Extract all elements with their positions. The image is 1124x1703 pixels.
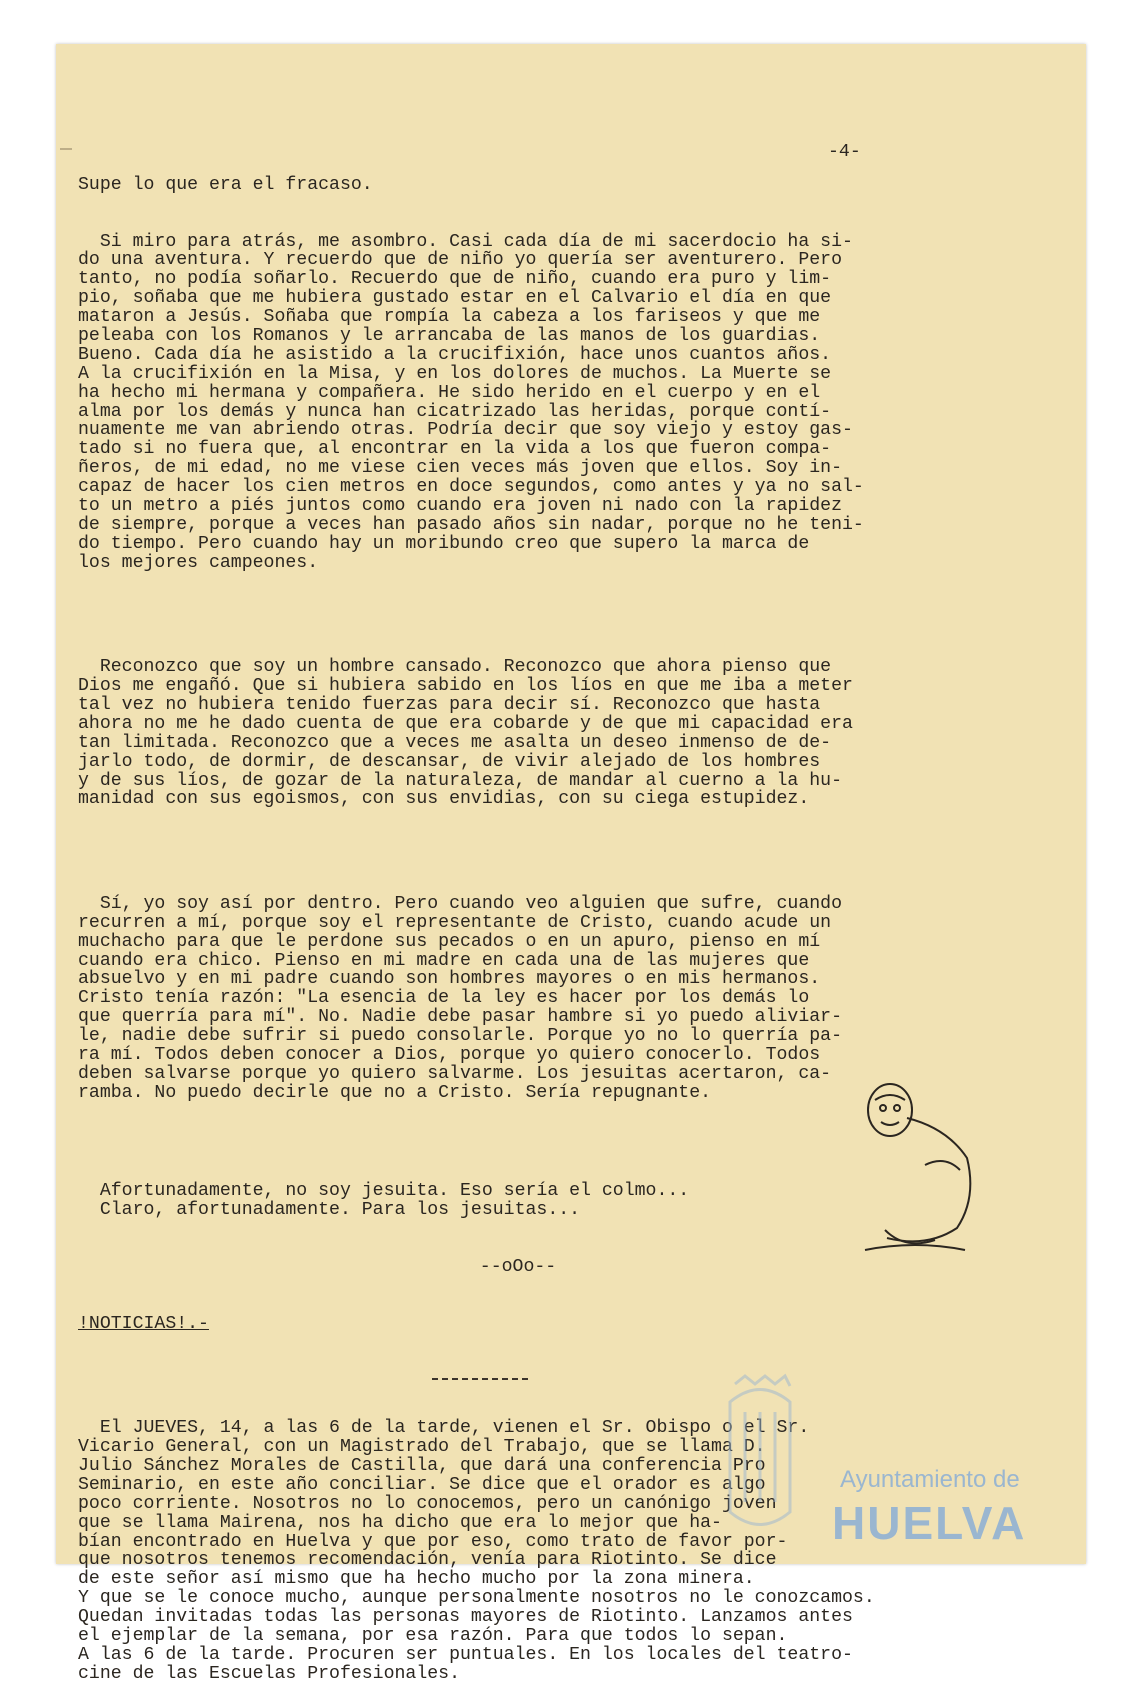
- paragraph-gap: [78, 847, 958, 857]
- text-line: A la crucifixión en la Misa, y en los dolores de muchos. La Muerte se: [78, 363, 832, 384]
- text-line: Sí, yo soy así por dentro. Pero cuando veo alguien que sufre, cuando: [78, 893, 842, 914]
- text-line: los mejores campeones.: [78, 552, 319, 573]
- text-line: A las 6 de la tarde. Procuren ser puntuales. En los locales del teatro-: [78, 1644, 853, 1665]
- text-line: manidad con sus egoismos, con sus envidias, con su ciega estupidez.: [78, 789, 810, 810]
- text-line: le, nadie debe sufrir si puedo consolarle. Porque yo no lo querría pa-: [78, 1026, 842, 1047]
- text-line: de este señor así mismo que ha hecho mucho por la zona minera.: [78, 1569, 755, 1590]
- paragraph-gap: [78, 1141, 958, 1145]
- watermark-line-2: HUELVA: [832, 1497, 1027, 1549]
- text-line: que querría para mí". No. Nadie debe pasar hambre si yo puedo aliviar-: [78, 1007, 842, 1028]
- text-line: el ejemplar de la semana, por esa razón. Para que todos lo sepan.: [78, 1625, 788, 1646]
- text-line: cuando era chico. Pienso en mi madre en cada una de las mujeres que: [78, 950, 810, 971]
- text-line: ha hecho mi hermana y compañera. He sido herido en el cuerpo y en el: [78, 382, 821, 403]
- text-line: poco corriente. Nosotros no lo conocemos, pero un canónigo joven: [78, 1493, 777, 1514]
- text-line: do tiempo. Pero cuando hay un moribundo creo que supero la marca de: [78, 533, 810, 554]
- text-line: Dios me engañó. Que si hubiera sabido en los líos en que me iba a meter: [78, 676, 853, 697]
- text-line: que se llama Mairena, nos ha dicho que era lo mejor que ha-: [78, 1512, 722, 1533]
- watermark-line-1: Ayuntamiento de: [840, 1466, 1020, 1493]
- text-line: do una aventura. Y recuerdo que de niño yo quería ser aventurero. Pero: [78, 250, 842, 271]
- text-line: Julio Sánchez Morales de Castilla, que dará una conferencia Pro: [78, 1455, 766, 1476]
- text-line: Afortunadamente, no soy jesuita. Eso sería el colmo...: [78, 1181, 690, 1202]
- text-line: Y que se le conoce mucho, aunque personalmente nosotros no le conozcamos.: [78, 1588, 875, 1609]
- text-line: absuelvo y en mi padre cuando son hombres mayores o en mis hermanos.: [78, 969, 821, 990]
- text-line: Vicario General, con un Magistrado del Trabajo, que se llama D.: [78, 1437, 766, 1458]
- text-line: Seminario, en este año conciliar. Se dice que el orador es algo: [78, 1474, 766, 1495]
- text-line: pio, soñaba que me hubiera gustado estar en el Calvario el día en que: [78, 288, 832, 309]
- first-line: Supe lo que era el fracaso.: [78, 174, 373, 195]
- text-line: cine de las Escuelas Profesionales.: [78, 1663, 460, 1684]
- text-line: Bueno. Cada día he asistido a la crucifixión, hace unos cuantos años.: [78, 344, 832, 365]
- text-line: ñeros, de mi edad, no me viese cien veces más joven que ellos. Soy in-: [78, 458, 842, 479]
- text-line: mataron a Jesús. Soñaba que rompía la cabeza a los fariseos y que me: [78, 307, 821, 328]
- paragraph-1: [78, 233, 958, 573]
- text-line: jarlo todo, de dormir, de descansar, de vivir alejado de los hombres: [78, 751, 821, 772]
- text-line: tanto, no podía soñarlo. Recuerdo que de niño, cuando era puro y lim-: [78, 269, 832, 290]
- paragraph-4: [78, 1182, 958, 1220]
- text-line: Quedan invitadas todas las personas mayores de Riotinto. Lanzamos antes: [78, 1607, 853, 1628]
- ink-smudge: [60, 148, 72, 150]
- text-line: Reconozco que soy un hombre cansado. Reconozco que ahora pienso que: [78, 657, 832, 678]
- text-line: Si miro para atrás, me asombro. Casi cada día de mi sacerdocio ha si-: [78, 231, 853, 252]
- text-line: tal vez no hubiera tenido fuerzas para decir sí. Reconozco que hasta: [78, 694, 821, 715]
- text-line: de siempre, porque a veces han pasado años sin nadar, porque no he teni-: [78, 514, 864, 535]
- paragraph-2: [78, 658, 958, 809]
- text-line: ramba. No puedo decirle que no a Cristo. Sería repugnante.: [78, 1082, 712, 1103]
- paragraph-gap: [78, 610, 958, 620]
- text-line: El JUEVES, 14, a las 6 de la tarde, vienen el Sr. Obispo o el Sr.: [78, 1418, 810, 1439]
- text-line: bían encontrado en Huelva y que por eso, como trato de favor por-: [78, 1531, 788, 1552]
- paragraph-3: [78, 895, 958, 1103]
- text-line: tado si no fuera que, al encontrar en la vida a los que fueron compa-: [78, 439, 832, 460]
- text-line: Claro, afortunadamente. Para los jesuitas...: [78, 1200, 581, 1221]
- separator: --oOo--: [479, 1256, 557, 1277]
- text-line: recurren a mí, porque soy el representante de Cristo, cuando acude un: [78, 912, 832, 933]
- text-line: nuamente me van abriendo otras. Podría decir que soy viejo y estoy gas-: [78, 420, 853, 441]
- text-line: muchacho para que le perdone sus pecados o en un apuro, pienso en mí: [78, 931, 821, 952]
- sketch-drawing: [845, 1070, 995, 1270]
- text-line: peleaba con los Romanos y le arrancaba de las manos de los guardias.: [78, 325, 821, 346]
- text-line: to un metro a piés juntos como cuando era joven ni nado con la rapidez: [78, 495, 842, 516]
- text-line: capaz de hacer los cien metros en doce segundos, como antes y ya no sal-: [78, 477, 864, 498]
- page-number: -4-: [828, 142, 861, 162]
- text-line: ahora no me he dado cuenta de que era cobarde y de que mi capacidad era: [78, 713, 853, 734]
- text-line: ra mí. Todos deben conocer a Dios, porque yo quiero conocerlo. Todos: [78, 1045, 821, 1066]
- bottom-rule: [432, 1378, 528, 1380]
- text-line: deben salvarse porque yo quiero salvarme. Los jesuitas acertaron, ca-: [78, 1063, 832, 1084]
- text-line: que nosotros tenemos recomendación, venía para Riotinto. Se dice: [78, 1550, 777, 1571]
- text-line: y de sus líos, de gozar de la naturaleza, de mandar al cuerno a la hu-: [78, 770, 842, 791]
- news-heading: !NOTICIAS!.-: [78, 1313, 209, 1334]
- text-line: Cristo tenía razón: "La esencia de la ley es hacer por los demás lo: [78, 988, 810, 1009]
- text-line: alma por los demás y nunca han cicatrizado las heridas, porque contí-: [78, 401, 832, 422]
- text-line: tan limitada. Reconozco que a veces me asalta un deseo inmenso de de-: [78, 732, 832, 753]
